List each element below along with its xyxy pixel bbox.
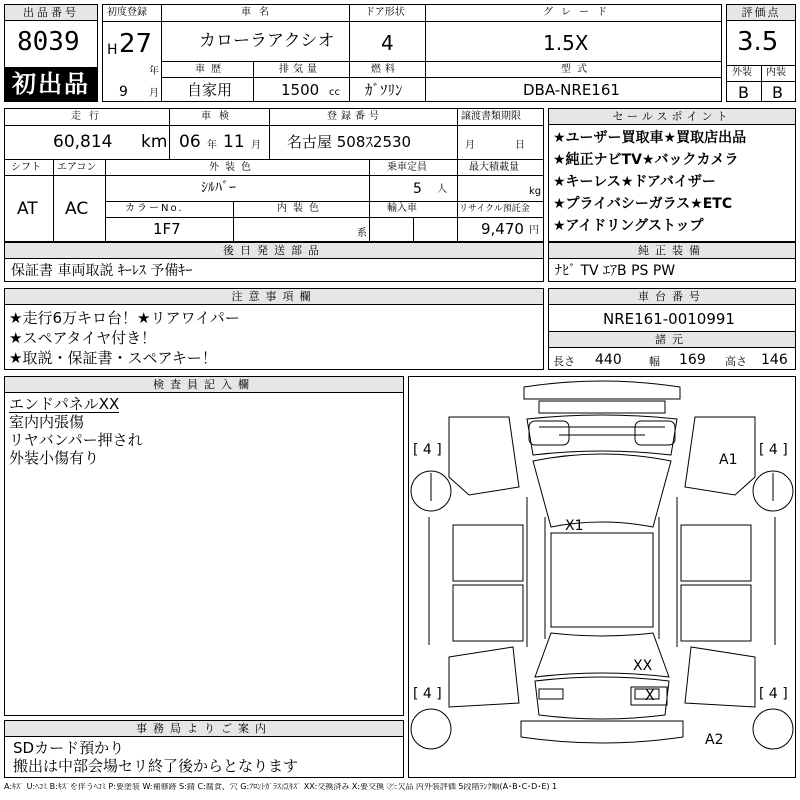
- month-unit: 月: [149, 88, 159, 99]
- shift: AT: [17, 199, 38, 219]
- lot-number: 8039: [17, 27, 80, 57]
- inspector: [4, 376, 404, 716]
- tire-fr-score: [ 4 ]: [759, 442, 788, 458]
- transfer-label: 譲渡書類期限: [461, 111, 521, 122]
- transfer-month: 月: [465, 140, 475, 151]
- recycle-unit: 円: [529, 225, 539, 236]
- selling-points-label: セールスポイント: [549, 109, 795, 125]
- genuine-equipment-label: 純正装備: [549, 243, 795, 259]
- inspection-label: 車検: [201, 111, 237, 122]
- rear-door-right: [681, 585, 751, 641]
- doors-label: ドア形状: [365, 7, 405, 18]
- interior-grade: B: [772, 83, 783, 102]
- later-parts-label: 後日発送部品: [5, 243, 543, 259]
- dimensions: [548, 331, 796, 370]
- first-listing-badge: 初出品: [5, 67, 97, 101]
- reg-year: 27: [119, 29, 153, 59]
- chassis: [548, 288, 796, 332]
- displacement: 1500: [281, 81, 320, 99]
- selling-point-4: ★プライバシーガラス★ETC: [553, 196, 733, 212]
- load-unit: kg: [529, 186, 542, 197]
- inspector-line-3: リヤバンパー押され: [9, 431, 143, 449]
- color-no-label: カラーNo.: [125, 203, 184, 214]
- reg-number: 名古屋 508ｽ2530: [287, 133, 412, 151]
- score-box: [726, 4, 796, 102]
- inspection-year: 06: [179, 132, 201, 152]
- capacity-label: 乗車定員: [387, 162, 427, 173]
- mark-x1: X1: [565, 518, 584, 534]
- era: H: [107, 42, 118, 58]
- interior-color-label: 内装色: [277, 203, 325, 214]
- main-header: [102, 4, 722, 102]
- office-notice: [4, 720, 404, 778]
- selling-point-2: ★純正ナビTV★バックカメラ: [553, 152, 739, 168]
- color-no: 1F7: [153, 220, 181, 238]
- length: 440: [595, 352, 622, 368]
- tire-rear-right: [753, 709, 793, 749]
- headlight-left: [529, 421, 569, 445]
- displacement-unit: cc: [329, 87, 340, 98]
- exterior-label: 外装: [732, 67, 752, 78]
- model-name: カローラアクシオ: [199, 31, 335, 51]
- genuine-equipment: [548, 242, 796, 282]
- chassis-label: 車台番号: [549, 289, 795, 305]
- reg-label: 登録番号: [327, 111, 383, 122]
- shift-label: シフト: [11, 162, 41, 173]
- width-label: 幅: [649, 355, 660, 368]
- later-parts: [4, 242, 544, 282]
- tire-rl-score: [ 4 ]: [413, 686, 442, 702]
- mileage-label: 走行: [71, 111, 107, 122]
- mark-a1: A1: [719, 452, 738, 468]
- chassis-number: NRE161-0010991: [603, 310, 735, 328]
- ac: AC: [65, 199, 89, 219]
- type-label: 型式: [561, 64, 593, 75]
- genuine-equipment-value: ﾅﾋﾞ TV ｴｱB PS PW: [555, 263, 676, 279]
- type: DBA-NRE161: [523, 81, 620, 99]
- office-label: 事務局よりご案内: [5, 721, 403, 737]
- inspector-line-1: エンドパネルXX: [9, 395, 120, 413]
- rear-fender-left: [449, 647, 519, 707]
- note-3: ★取説・保証書・スペアキー！: [9, 349, 217, 367]
- note-1: ★走行6万キロ台！★リアワイパー: [9, 309, 240, 327]
- height-label: 高さ: [725, 355, 747, 368]
- selling-point-3: ★キーレス★ドアバイザー: [553, 174, 716, 190]
- dimensions-label: 諸元: [549, 332, 795, 348]
- year-unit: 年: [149, 66, 159, 77]
- interior-label: 内装: [766, 67, 786, 78]
- fuel: ｶﾞｿﾘﾝ: [365, 81, 403, 99]
- inspection-month-unit: 月: [251, 140, 261, 151]
- rear-fender-right: [685, 647, 755, 707]
- rear-door-left: [453, 585, 523, 641]
- grade: 1.5X: [543, 31, 589, 55]
- exterior-grade: B: [738, 83, 749, 102]
- notes: [4, 288, 544, 370]
- damage-diagram: [408, 376, 796, 778]
- history-label: 車歴: [195, 64, 227, 75]
- selling-point-1: ★ユーザー買取車★買取店出品: [553, 130, 747, 146]
- rear-bumper: [521, 721, 683, 743]
- mileage: 60,814: [53, 132, 113, 152]
- capacity-unit: 人: [437, 184, 447, 195]
- interior-color-unit: 系: [357, 228, 367, 239]
- grille: [539, 401, 665, 413]
- rear-panel-left: [539, 689, 563, 699]
- fuel-label: 燃料: [371, 64, 399, 75]
- height: 146: [761, 352, 788, 368]
- roof: [551, 533, 653, 627]
- mark-a2: A2: [705, 732, 724, 748]
- selling-point-5: ★アイドリングストップ: [553, 218, 704, 234]
- capacity: 5: [413, 181, 422, 197]
- windshield: [533, 454, 671, 527]
- mark-x: X: [645, 688, 655, 704]
- load-label: 最大積載量: [469, 162, 519, 173]
- note-2: ★スペアタイヤ付き！: [9, 329, 157, 347]
- reg-month: 9: [119, 84, 128, 100]
- inspection-year-unit: 年: [207, 140, 217, 151]
- history: 自家用: [187, 81, 233, 99]
- exterior-color: ｼﾙﾊﾞｰ: [201, 180, 236, 196]
- recycle-label: リサイクル預託金: [459, 204, 530, 214]
- front-door-left: [453, 525, 523, 581]
- lot-label: 出品番号: [5, 5, 97, 21]
- lot-box: [4, 4, 98, 102]
- transfer-day: 日: [515, 140, 525, 151]
- spare-tire-left: [431, 473, 773, 501]
- import-label: 輸入車: [387, 203, 417, 214]
- vehicle-info: [4, 108, 544, 242]
- mileage-unit: km: [141, 132, 168, 152]
- inspector-line-4: 外装小傷有り: [9, 449, 100, 467]
- ac-label: エアコン: [57, 162, 97, 173]
- tire-rr-score: [ 4 ]: [759, 686, 788, 702]
- front-bumper: [524, 381, 680, 399]
- inspector-label: 検査員記入欄: [5, 377, 403, 393]
- recycle-fee: 9,470: [481, 220, 524, 238]
- notes-label: 注意事項欄: [5, 289, 543, 305]
- tire-rear-left: [411, 709, 451, 749]
- score-label: 評価点: [727, 5, 795, 21]
- tire-fl-score: [ 4 ]: [413, 442, 442, 458]
- grade-label: グレード: [543, 7, 615, 18]
- office-line-2: 搬出は中部会場セリ終了後からとなります: [13, 757, 299, 775]
- first-reg-label: 初度登録: [107, 7, 147, 18]
- headlight-right: [635, 421, 675, 445]
- inspection-month: 11: [223, 132, 245, 152]
- doors: 4: [381, 31, 394, 55]
- width: 169: [679, 352, 706, 368]
- office-line-1: SDカード預かり: [13, 739, 125, 757]
- later-parts-value: 保証書 車両取説 ｷｰﾚｽ 予備ｷｰ: [11, 263, 193, 279]
- color-label: 外装色: [209, 162, 257, 173]
- model-label: 車名: [241, 7, 277, 18]
- car-diagram: [409, 377, 795, 777]
- legend: A:ｷｽﾞ U:ﾍｺﾐ B:ｷｽﾞを伴うﾍｺﾐ P:要塗装 W:補修跡 S:錆 C:腐食、穴 G:ﾌﾛﾝﾄｶﾞﾗｽ点ｷｽﾞ XX:交換済み X:要交換 ㋗:欠品 内外装評価 5段階ﾗﾝｸ順(A･B･C･D･E) 1: [4, 783, 558, 791]
- front-fender-left: [449, 417, 519, 495]
- front-door-right: [681, 525, 751, 581]
- inspector-line-2: 室内内張傷: [9, 413, 85, 431]
- displacement-label: 排気量: [279, 64, 321, 75]
- mark-xx: XX: [633, 658, 653, 674]
- length-label: 長さ: [553, 355, 575, 368]
- selling-points: [548, 108, 796, 242]
- score: 3.5: [737, 27, 779, 57]
